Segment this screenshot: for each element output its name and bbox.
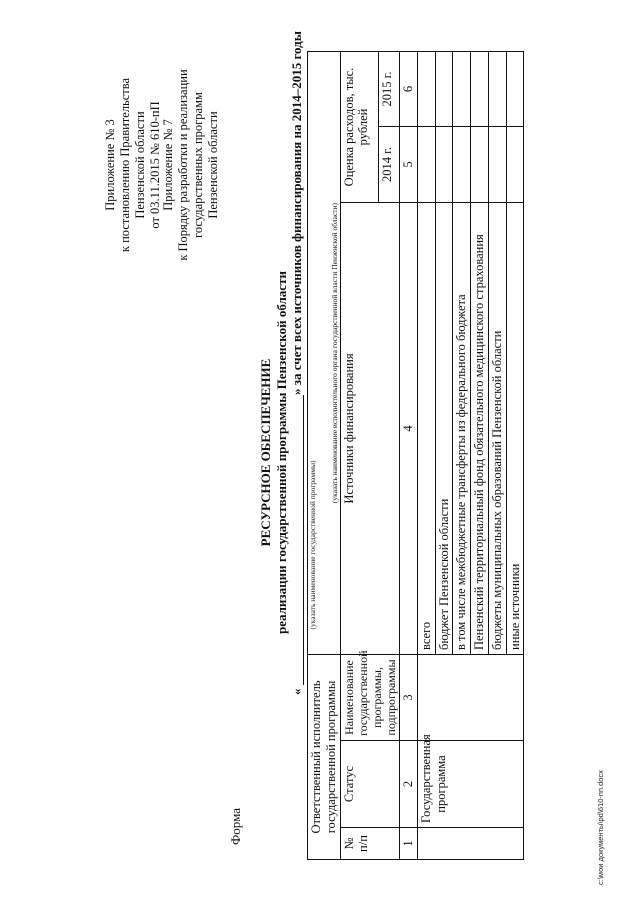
source-total: всего [417, 203, 435, 655]
column-number: 6 [400, 51, 418, 126]
value-cell [453, 51, 471, 126]
row-number-cell [417, 828, 524, 860]
funding-years-caption: » за счет всех источников финансирования на 2014–2015 годы [289, 31, 304, 395]
executor-hint: (указать наименование исполнительного органа государственной власти Пензенской области) [308, 51, 341, 654]
header-year-2014: 2014 г. [379, 127, 400, 203]
footer-file-path: c:\мои документы\pd\610-пп.docx [596, 770, 605, 885]
header-program-name: Наименование государственной программы, подпрограммы [340, 655, 400, 741]
column-number: 1 [400, 828, 418, 860]
appendix-3-block [103, 15, 163, 315]
program-name-line [289, 395, 304, 685]
appendix-3-line: Пензенской области [133, 111, 147, 219]
column-number: 2 [400, 741, 418, 828]
appendix-7-line: к Порядку разработки и реализации [176, 69, 190, 261]
appendix-7-line: государственных программ [191, 92, 205, 238]
appendix-7-block [161, 15, 221, 315]
responsible-executor-header: Ответственный исполнитель государственной программы [308, 655, 341, 860]
table-header-row [340, 51, 379, 859]
value-cell [453, 127, 471, 203]
value-cell [417, 127, 435, 203]
status-cell: Государственная программа [417, 741, 524, 828]
value-cell [435, 51, 453, 126]
appendix-7-line: Пензенской области [206, 111, 220, 219]
program-name-cell [417, 655, 524, 741]
header-number: № п/п [340, 828, 400, 860]
appendix-7-title: Приложение № 7 [161, 119, 175, 211]
appendix-3-line: от 03.11.2015 № 610-пП [148, 101, 162, 229]
value-cell [488, 51, 506, 126]
program-name-row [289, 31, 307, 695]
resource-table [307, 51, 524, 860]
document-title: РЕСУРСНОЕ ОБЕСПЕЧЕНИЕ [258, 358, 273, 547]
value-cell [417, 51, 435, 126]
table-row [417, 51, 435, 859]
header-estimate: Оценка расходов, тыс. рублей [340, 51, 379, 202]
table-header-row [308, 51, 341, 859]
document-subtitle: реализации государственной программы Пензенской области [274, 271, 289, 634]
value-cell [488, 127, 506, 203]
source-insurance-fund: Пензенский территориальный фонд обязательного медицинского страхования [471, 203, 489, 655]
column-numbers-row [400, 51, 418, 859]
source-regional-budget: бюджет Пензенской области [435, 203, 453, 655]
value-cell [506, 127, 524, 203]
appendix-3-line: к постановлению Правительства [118, 77, 132, 253]
header-year-2015: 2015 г. [379, 51, 400, 126]
source-federal-transfers: в том числе межбюджетные трансферты из федерального бюджета [453, 203, 471, 655]
open-quote: « [289, 688, 304, 695]
source-other: иные источники [506, 203, 524, 655]
header-sources: Источники финансирования [340, 203, 400, 655]
program-name-hint: (указать наименование государственной программы) [308, 460, 317, 630]
column-number: 5 [400, 127, 418, 203]
form-label: Форма [228, 808, 243, 845]
value-cell [471, 51, 489, 126]
value-cell [471, 127, 489, 203]
header-status: Статус [340, 741, 400, 828]
source-municipal-budgets: бюджеты муниципальных образований Пензенской области [488, 203, 506, 655]
appendix-3-title: Приложение № 3 [103, 119, 117, 211]
column-number: 3 [400, 655, 418, 741]
value-cell [435, 127, 453, 203]
column-number: 4 [400, 203, 418, 655]
value-cell [506, 51, 524, 126]
